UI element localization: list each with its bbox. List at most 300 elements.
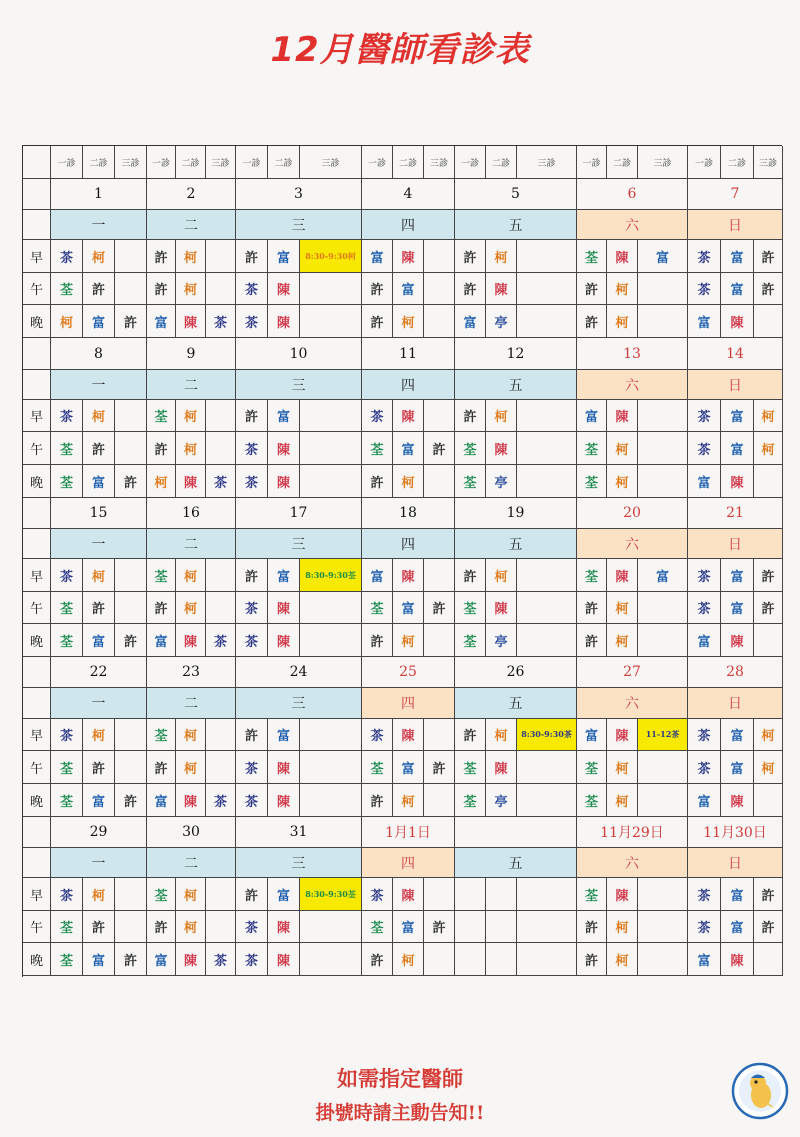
doctor-slot: 陳 — [393, 559, 424, 592]
weekday-row-blank — [23, 848, 51, 878]
shift-label: 午 — [23, 751, 51, 784]
doctor-slot — [455, 911, 486, 943]
doctor-slot: 陳 — [268, 624, 300, 657]
doctor-slot — [517, 878, 577, 911]
date-row-blank — [23, 179, 51, 210]
doctor-slot: 柯 — [607, 432, 638, 465]
doctor-slot: 茶 — [362, 878, 393, 911]
doctor-slot — [115, 719, 147, 751]
doctor-slot: 柯 — [83, 559, 115, 592]
doctor-slot: 茶 — [362, 400, 393, 432]
doctor-slot: 柯 — [486, 400, 517, 432]
doctor-slot — [115, 432, 147, 465]
doctor-slot — [424, 784, 455, 817]
weekday-row-blank — [23, 370, 51, 400]
doctor-slot: 荃 — [577, 784, 607, 817]
doctor-slot: 富 — [362, 240, 393, 273]
date-cell: 23 — [147, 657, 236, 688]
doctor-slot: 陳 — [721, 624, 754, 657]
doctor-slot — [424, 465, 455, 498]
doctor-slot: 許 — [147, 751, 176, 784]
doctor-slot — [517, 911, 577, 943]
doctor-slot: 許 — [455, 719, 486, 751]
weekday-cell: 五 — [455, 529, 577, 559]
shift-label: 早 — [23, 719, 51, 751]
doctor-slot: 柯 — [176, 878, 206, 911]
date-cell: 29 — [51, 817, 147, 848]
date-cell: 11 — [362, 338, 455, 370]
date-cell: 1 — [51, 179, 147, 210]
doctor-slot: 茶 — [688, 878, 721, 911]
date-cell: 28 — [688, 657, 783, 688]
doctor-slot: 柯 — [607, 592, 638, 624]
doctor-slot: 柯 — [486, 240, 517, 273]
clinic-header: 三診 — [424, 146, 455, 179]
date-cell: 31 — [236, 817, 362, 848]
clinic-header: 一診 — [688, 146, 721, 179]
doctor-slot: 茶 — [51, 240, 83, 273]
doctor-slot: 許 — [577, 305, 607, 338]
doctor-slot: 茶 — [236, 592, 268, 624]
weekday-cell: 日 — [688, 529, 783, 559]
doctor-slot: 富 — [268, 240, 300, 273]
doctor-slot: 富 — [638, 559, 688, 592]
date-cell: 16 — [147, 498, 236, 529]
weekday-row-blank — [23, 210, 51, 240]
doctor-slot: 茶 — [688, 240, 721, 273]
doctor-slot: 許 — [455, 400, 486, 432]
clinic-header: 三診 — [638, 146, 688, 179]
weekday-cell: 一 — [51, 848, 147, 878]
doctor-slot: 富 — [688, 784, 721, 817]
doctor-slot: 富 — [268, 400, 300, 432]
doctor-slot: 富 — [393, 273, 424, 305]
doctor-slot — [115, 559, 147, 592]
weekday-cell: 二 — [147, 688, 236, 719]
doctor-slot: 富 — [721, 878, 754, 911]
clinic-header: 一診 — [236, 146, 268, 179]
date-cell: 10 — [236, 338, 362, 370]
doctor-slot: 許 — [754, 592, 783, 624]
doctor-slot: 荃 — [147, 559, 176, 592]
doctor-slot — [486, 911, 517, 943]
doctor-slot: 柯 — [754, 719, 783, 751]
doctor-slot: 茶 — [688, 273, 721, 305]
date-cell: 5 — [455, 179, 577, 210]
doctor-slot — [638, 592, 688, 624]
header-corner — [23, 146, 51, 179]
doctor-slot: 荃 — [577, 878, 607, 911]
doctor-slot: 陳 — [268, 465, 300, 498]
doctor-slot: 富 — [721, 273, 754, 305]
doctor-slot — [300, 592, 362, 624]
doctor-slot: 富 — [721, 911, 754, 943]
schedule-table — [22, 145, 782, 977]
doctor-slot: 柯 — [607, 624, 638, 657]
doctor-slot: 荃 — [51, 592, 83, 624]
weekday-cell: 一 — [51, 529, 147, 559]
doctor-slot: 茶 — [236, 624, 268, 657]
doctor-slot — [455, 943, 486, 976]
doctor-slot: 荃 — [455, 624, 486, 657]
doctor-slot: 許 — [754, 240, 783, 273]
clinic-header: 二診 — [393, 146, 424, 179]
shift-label: 晚 — [23, 465, 51, 498]
weekday-cell: 六 — [577, 529, 688, 559]
doctor-slot: 許 — [115, 943, 147, 976]
weekday-cell: 六 — [577, 688, 688, 719]
doctor-slot: 許 — [362, 273, 393, 305]
weekday-cell: 五 — [455, 848, 577, 878]
doctor-slot: 柯 — [176, 911, 206, 943]
doctor-slot: 柯 — [607, 911, 638, 943]
clinic-header: 三診 — [754, 146, 783, 179]
doctor-slot: 富 — [268, 878, 300, 911]
doctor-slot: 許 — [83, 911, 115, 943]
doctor-slot — [424, 305, 455, 338]
doctor-slot: 許 — [577, 273, 607, 305]
doctor-slot: 富 — [268, 719, 300, 751]
clinic-header: 三診 — [517, 146, 577, 179]
doctor-slot: 柯 — [486, 719, 517, 751]
doctor-slot: 荃 — [455, 592, 486, 624]
shift-label: 午 — [23, 273, 51, 305]
doctor-slot: 亭 — [486, 784, 517, 817]
doctor-slot — [754, 624, 783, 657]
doctor-slot — [638, 878, 688, 911]
doctor-slot: 許 — [115, 624, 147, 657]
doctor-slot: 富 — [147, 943, 176, 976]
doctor-slot: 許 — [236, 400, 268, 432]
doctor-slot: 許 — [455, 273, 486, 305]
doctor-slot: 許 — [455, 559, 486, 592]
doctor-slot: 富 — [362, 559, 393, 592]
doctor-slot: 茶 — [688, 432, 721, 465]
doctor-slot — [517, 240, 577, 273]
doctor-slot: 茶 — [688, 400, 721, 432]
doctor-slot: 陳 — [268, 592, 300, 624]
doctor-slot: 荃 — [362, 751, 393, 784]
date-row-blank — [23, 338, 51, 370]
doctor-slot — [638, 943, 688, 976]
clinic-header: 二診 — [721, 146, 754, 179]
doctor-slot — [206, 400, 236, 432]
doctor-slot — [517, 784, 577, 817]
doctor-slot: 陳 — [268, 273, 300, 305]
shift-label: 晚 — [23, 943, 51, 976]
doctor-slot: 茶 — [51, 878, 83, 911]
doctor-slot: 陳 — [176, 305, 206, 338]
doctor-slot: 荃 — [51, 784, 83, 817]
doctor-slot: 荃 — [147, 878, 176, 911]
doctor-slot: 柯 — [486, 559, 517, 592]
date-cell: 2 — [147, 179, 236, 210]
doctor-slot — [638, 751, 688, 784]
doctor-slot: 亭 — [486, 624, 517, 657]
doctor-slot: 茶 — [362, 719, 393, 751]
doctor-slot: 許 — [577, 911, 607, 943]
doctor-slot: 荃 — [147, 719, 176, 751]
doctor-slot: 陳 — [486, 432, 517, 465]
doctor-slot: 許 — [455, 240, 486, 273]
clinic-header: 二診 — [268, 146, 300, 179]
doctor-slot: 許 — [236, 878, 268, 911]
doctor-slot: 茶 — [51, 719, 83, 751]
date-cell: 13 — [577, 338, 688, 370]
doctor-slot: 許 — [577, 943, 607, 976]
doctor-slot: 荃 — [577, 240, 607, 273]
doctor-slot: 柯 — [83, 878, 115, 911]
doctor-slot: 陳 — [721, 465, 754, 498]
doctor-slot: 荃 — [147, 400, 176, 432]
doctor-slot: 荃 — [51, 432, 83, 465]
doctor-slot — [424, 719, 455, 751]
doctor-slot: 柯 — [393, 943, 424, 976]
doctor-slot: 陳 — [176, 624, 206, 657]
doctor-slot: 亭 — [486, 465, 517, 498]
doctor-slot: 陳 — [176, 784, 206, 817]
date-cell: 20 — [577, 498, 688, 529]
weekday-cell: 三 — [236, 848, 362, 878]
doctor-slot — [754, 305, 783, 338]
doctor-slot: 柯 — [147, 465, 176, 498]
date-cell — [455, 817, 577, 848]
clinic-header: 三診 — [300, 146, 362, 179]
doctor-slot — [115, 878, 147, 911]
doctor-slot: 荃 — [51, 751, 83, 784]
doctor-slot: 荃 — [51, 911, 83, 943]
weekday-cell: 日 — [688, 210, 783, 240]
date-cell: 1月1日 — [362, 817, 455, 848]
doctor-slot — [206, 719, 236, 751]
doctor-slot: 茶 — [206, 465, 236, 498]
clinic-header: 二診 — [486, 146, 517, 179]
doctor-slot: 富 — [688, 305, 721, 338]
doctor-slot — [517, 624, 577, 657]
doctor-slot — [517, 559, 577, 592]
doctor-slot: 許 — [362, 465, 393, 498]
doctor-slot: 陳 — [176, 943, 206, 976]
weekday-cell: 三 — [236, 210, 362, 240]
doctor-slot: 許 — [424, 592, 455, 624]
doctor-slot: 荃 — [577, 751, 607, 784]
date-cell: 27 — [577, 657, 688, 688]
doctor-slot: 富 — [147, 624, 176, 657]
clinic-header: 一診 — [147, 146, 176, 179]
doctor-slot — [517, 751, 577, 784]
doctor-slot: 茶 — [236, 305, 268, 338]
doctor-slot — [517, 400, 577, 432]
doctor-slot — [638, 305, 688, 338]
clinic-header: 二診 — [607, 146, 638, 179]
doctor-slot — [300, 305, 362, 338]
doctor-slot: 茶 — [236, 911, 268, 943]
doctor-slot: 許 — [362, 624, 393, 657]
doctor-slot: 富 — [268, 559, 300, 592]
weekday-cell: 二 — [147, 529, 236, 559]
doctor-slot — [486, 878, 517, 911]
doctor-slot: 許 — [362, 943, 393, 976]
shift-label: 早 — [23, 240, 51, 273]
clinic-header: 一診 — [455, 146, 486, 179]
doctor-slot: 富 — [721, 559, 754, 592]
doctor-slot — [424, 943, 455, 976]
doctor-slot: 陳 — [607, 559, 638, 592]
doctor-slot: 柯 — [176, 592, 206, 624]
doctor-slot: 陳 — [268, 432, 300, 465]
weekday-cell: 四 — [362, 210, 455, 240]
weekday-cell: 日 — [688, 688, 783, 719]
doctor-slot — [115, 273, 147, 305]
doctor-slot: 富 — [688, 465, 721, 498]
doctor-slot: 柯 — [393, 465, 424, 498]
doctor-slot: 柯 — [51, 305, 83, 338]
doctor-slot: 陳 — [486, 273, 517, 305]
doctor-slot: 陳 — [721, 943, 754, 976]
doctor-slot: 許 — [754, 273, 783, 305]
doctor-slot: 茶 — [688, 559, 721, 592]
doctor-slot: 荃 — [455, 751, 486, 784]
date-cell: 21 — [688, 498, 783, 529]
date-cell: 3 — [236, 179, 362, 210]
weekday-cell: 二 — [147, 370, 236, 400]
doctor-slot: 茶 — [236, 465, 268, 498]
doctor-slot: 柯 — [754, 400, 783, 432]
date-cell: 12 — [455, 338, 577, 370]
doctor-slot: 茶 — [206, 784, 236, 817]
doctor-slot: 陳 — [721, 784, 754, 817]
weekday-cell: 日 — [688, 370, 783, 400]
doctor-slot — [424, 400, 455, 432]
doctor-slot: 茶 — [688, 751, 721, 784]
doctor-slot — [206, 273, 236, 305]
doctor-slot: 許 — [424, 751, 455, 784]
doctor-slot: 富 — [688, 943, 721, 976]
doctor-slot: 陳 — [486, 592, 517, 624]
doctor-slot: 柯 — [83, 240, 115, 273]
doctor-slot — [115, 240, 147, 273]
doctor-slot-highlight: 8:30-9:30茶 — [517, 719, 577, 751]
shift-label: 午 — [23, 592, 51, 624]
doctor-slot-highlight: 8:30-9:30荃 — [300, 878, 362, 911]
weekday-cell: 一 — [51, 210, 147, 240]
doctor-slot: 富 — [638, 240, 688, 273]
date-cell: 15 — [51, 498, 147, 529]
date-cell: 11月30日 — [688, 817, 783, 848]
weekday-cell: 五 — [455, 370, 577, 400]
doctor-slot: 柯 — [176, 432, 206, 465]
doctor-slot: 荃 — [455, 465, 486, 498]
doctor-slot: 富 — [147, 784, 176, 817]
doctor-slot: 富 — [721, 400, 754, 432]
doctor-slot: 茶 — [688, 911, 721, 943]
doctor-slot — [300, 719, 362, 751]
doctor-slot — [115, 400, 147, 432]
doctor-slot: 富 — [688, 624, 721, 657]
doctor-slot: 陳 — [176, 465, 206, 498]
doctor-slot: 荃 — [455, 432, 486, 465]
clinic-header: 三診 — [115, 146, 147, 179]
doctor-slot — [638, 400, 688, 432]
doctor-slot-highlight: 8:30-9:30柯 — [300, 240, 362, 273]
doctor-slot: 柯 — [393, 305, 424, 338]
doctor-slot: 柯 — [176, 400, 206, 432]
date-cell: 18 — [362, 498, 455, 529]
date-cell: 8 — [51, 338, 147, 370]
doctor-slot: 許 — [83, 432, 115, 465]
doctor-slot: 富 — [721, 751, 754, 784]
doctor-slot: 富 — [721, 240, 754, 273]
doctor-slot — [754, 943, 783, 976]
doctor-slot: 許 — [115, 784, 147, 817]
doctor-slot: 許 — [362, 784, 393, 817]
doctor-slot: 富 — [83, 305, 115, 338]
weekday-cell: 三 — [236, 370, 362, 400]
clinic-header: 三診 — [206, 146, 236, 179]
date-cell: 30 — [147, 817, 236, 848]
doctor-slot: 許 — [577, 592, 607, 624]
doctor-slot: 荃 — [51, 465, 83, 498]
doctor-slot: 柯 — [176, 273, 206, 305]
doctor-slot: 荃 — [577, 432, 607, 465]
footer-line-1: 如需指定醫師 — [337, 1066, 463, 1091]
doctor-slot: 許 — [147, 240, 176, 273]
doctor-slot: 許 — [147, 273, 176, 305]
doctor-slot — [638, 911, 688, 943]
doctor-slot — [206, 432, 236, 465]
doctor-slot: 陳 — [268, 305, 300, 338]
doctor-slot: 茶 — [236, 273, 268, 305]
doctor-slot: 陳 — [268, 943, 300, 976]
date-cell: 25 — [362, 657, 455, 688]
weekday-row-blank — [23, 529, 51, 559]
doctor-slot: 許 — [147, 911, 176, 943]
weekday-cell: 二 — [147, 848, 236, 878]
doctor-slot: 許 — [424, 911, 455, 943]
doctor-slot: 許 — [147, 592, 176, 624]
doctor-slot: 富 — [721, 719, 754, 751]
doctor-slot: 許 — [115, 305, 147, 338]
doctor-slot — [754, 784, 783, 817]
doctor-slot: 茶 — [688, 719, 721, 751]
doctor-slot — [300, 273, 362, 305]
doctor-slot — [206, 240, 236, 273]
weekday-cell: 五 — [455, 210, 577, 240]
dinosaur-logo-icon — [731, 1062, 789, 1120]
doctor-slot — [424, 624, 455, 657]
doctor-slot: 許 — [236, 240, 268, 273]
doctor-slot: 許 — [754, 559, 783, 592]
doctor-slot: 柯 — [607, 751, 638, 784]
doctor-slot — [300, 751, 362, 784]
clinic-header: 二診 — [83, 146, 115, 179]
doctor-slot: 陳 — [393, 878, 424, 911]
doctor-slot: 柯 — [607, 305, 638, 338]
doctor-slot: 許 — [236, 719, 268, 751]
doctor-slot: 荃 — [51, 624, 83, 657]
doctor-slot: 富 — [393, 592, 424, 624]
doctor-slot: 柯 — [83, 719, 115, 751]
doctor-slot — [455, 878, 486, 911]
doctor-slot: 富 — [721, 432, 754, 465]
weekday-cell: 四 — [362, 529, 455, 559]
doctor-slot-highlight: 8:30-9:30荃 — [300, 559, 362, 592]
doctor-slot — [300, 432, 362, 465]
clinic-header: 一診 — [577, 146, 607, 179]
doctor-slot: 茶 — [206, 624, 236, 657]
doctor-slot: 富 — [455, 305, 486, 338]
doctor-slot: 陳 — [607, 878, 638, 911]
